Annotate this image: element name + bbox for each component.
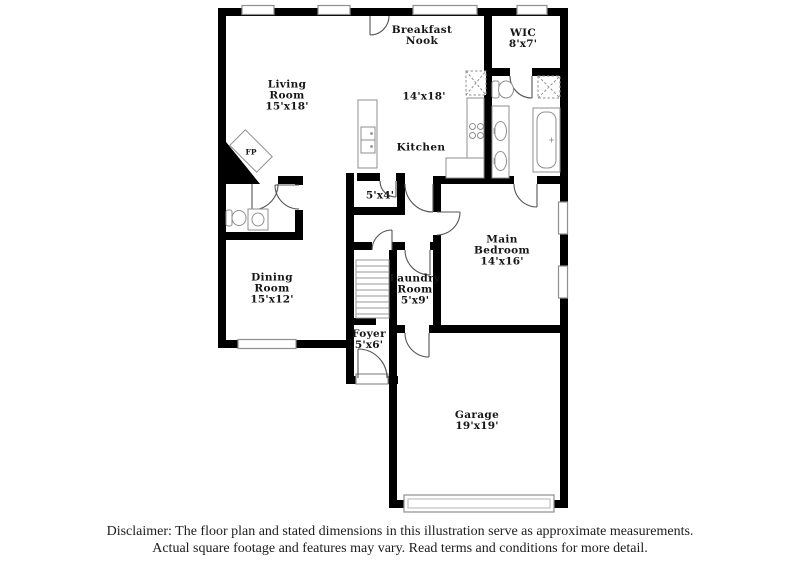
door-breakfast-nook: [370, 16, 389, 35]
front-door-threshold: [356, 374, 388, 384]
door-stair-hall: [372, 230, 392, 250]
room-name: Kitchen: [396, 141, 446, 154]
wall-wic-bottom-a: [492, 68, 510, 76]
label-fireplace: FP: [245, 147, 257, 157]
garage-door-panel: [408, 499, 550, 508]
sink-drain-2: [371, 146, 373, 148]
wall-foyer-bottom-a: [346, 376, 357, 384]
room-dims: 5'x6': [354, 339, 384, 351]
room-dims: 5'x9': [400, 294, 430, 307]
room-name: Garage: [454, 408, 500, 421]
disclaimer-line-1: Disclaimer: The floor plan and stated dimensions in this illustration serve as approximate measurements.: [106, 524, 694, 539]
label-foyer: [352, 329, 386, 351]
wall-garage-top-b: [429, 325, 568, 333]
room-name: Room: [254, 282, 290, 295]
room-name: WIC: [509, 26, 537, 39]
window-wic: [517, 6, 547, 15]
door-laundry: [405, 250, 430, 275]
room-name: Room: [397, 283, 433, 296]
room-dims: 14'x16': [480, 255, 524, 268]
wall-closet-bottom: [354, 207, 405, 215]
room-name: Foyer: [352, 327, 386, 340]
wall-powder-bottom: [218, 232, 303, 240]
wall-dining-right: [346, 173, 354, 348]
toilet-bowl-powder: [232, 211, 246, 226]
disclaimer-line-2: Actual square footage and features may vary. Read terms and conditions for more detail.: [152, 540, 648, 556]
stair-outline: [356, 260, 389, 318]
sink-drain-1: [371, 133, 373, 135]
stove-burner-2: [478, 124, 484, 130]
shower-box: [538, 76, 560, 98]
room-name: Nook: [405, 35, 439, 47]
room-dims: 8'x7': [508, 38, 538, 50]
room-dims: 15'x18': [265, 100, 309, 113]
window-breakfast-nook: [413, 6, 477, 15]
window-living-1: [242, 6, 274, 15]
vanity-sink-1: [495, 122, 507, 141]
label-main-bedroom: [474, 234, 530, 267]
window-bedroom-1: [559, 202, 568, 234]
toilet-tank-powder: [226, 210, 232, 226]
stair-treads: [356, 266, 389, 314]
wall-closet-top-a: [357, 173, 380, 181]
powder-sink: [252, 213, 264, 226]
door-main-bath: [514, 184, 537, 207]
window-bedroom-2: [559, 266, 568, 298]
door-powder-room: [275, 185, 299, 209]
wall-wic-bottom-b: [532, 68, 560, 76]
wall-hall-a: [354, 242, 372, 250]
room-name: Living: [267, 78, 307, 91]
room-dims: 5'x4': [365, 189, 395, 202]
room-dims: 19'x19': [455, 420, 499, 432]
label-kitchen-dims: [402, 91, 445, 102]
stove-burner-3: [470, 133, 476, 139]
stove-burner-4: [478, 133, 484, 139]
kitchen-counter-corner: [446, 158, 484, 178]
label-laundry-room: [390, 273, 441, 306]
window-dining: [238, 340, 296, 349]
wall-powder-right-a: [295, 176, 303, 185]
label-living-room: [265, 79, 308, 112]
label-dining-room: [250, 272, 293, 305]
room-name: Room: [269, 89, 305, 102]
room-name: Bedroom: [474, 244, 530, 257]
disclaimer: [0, 524, 800, 557]
toilet-tank-main: [492, 81, 499, 98]
window-living-2: [318, 6, 350, 15]
wall-right: [560, 8, 568, 508]
door-living-hall: [252, 184, 278, 210]
stove-burner-1: [470, 124, 476, 130]
room-dims: 14'x18': [402, 90, 446, 103]
room-name: Laundry: [389, 272, 441, 285]
room-name: Dining: [251, 271, 293, 284]
door-main-bedroom: [437, 212, 460, 235]
room-name: Main: [486, 233, 518, 246]
label-breakfast-nook: [392, 25, 452, 47]
door-laundry-garage: [405, 333, 429, 357]
toilet-bowl-main: [499, 81, 514, 98]
label-wic: [509, 28, 537, 50]
wall-bath-bottom-b: [537, 176, 560, 184]
label-kitchen: [397, 142, 446, 153]
label-garage: [455, 410, 499, 432]
wall-garage-top-a: [389, 325, 405, 333]
room-name: Breakfast: [391, 23, 453, 36]
door-kitchen-hall: [405, 184, 433, 212]
wall-kitchen-bath: [484, 16, 492, 184]
stairs: [356, 260, 389, 318]
vanity-sink-2: [495, 152, 507, 171]
label-closet: [366, 190, 394, 201]
pantry-box: [466, 71, 486, 95]
room-dims: 15'x12': [250, 293, 294, 306]
wall-under-stair: [354, 318, 376, 325]
wall-hall-b: [392, 242, 405, 250]
wall-bedroom-left-a: [433, 176, 441, 212]
